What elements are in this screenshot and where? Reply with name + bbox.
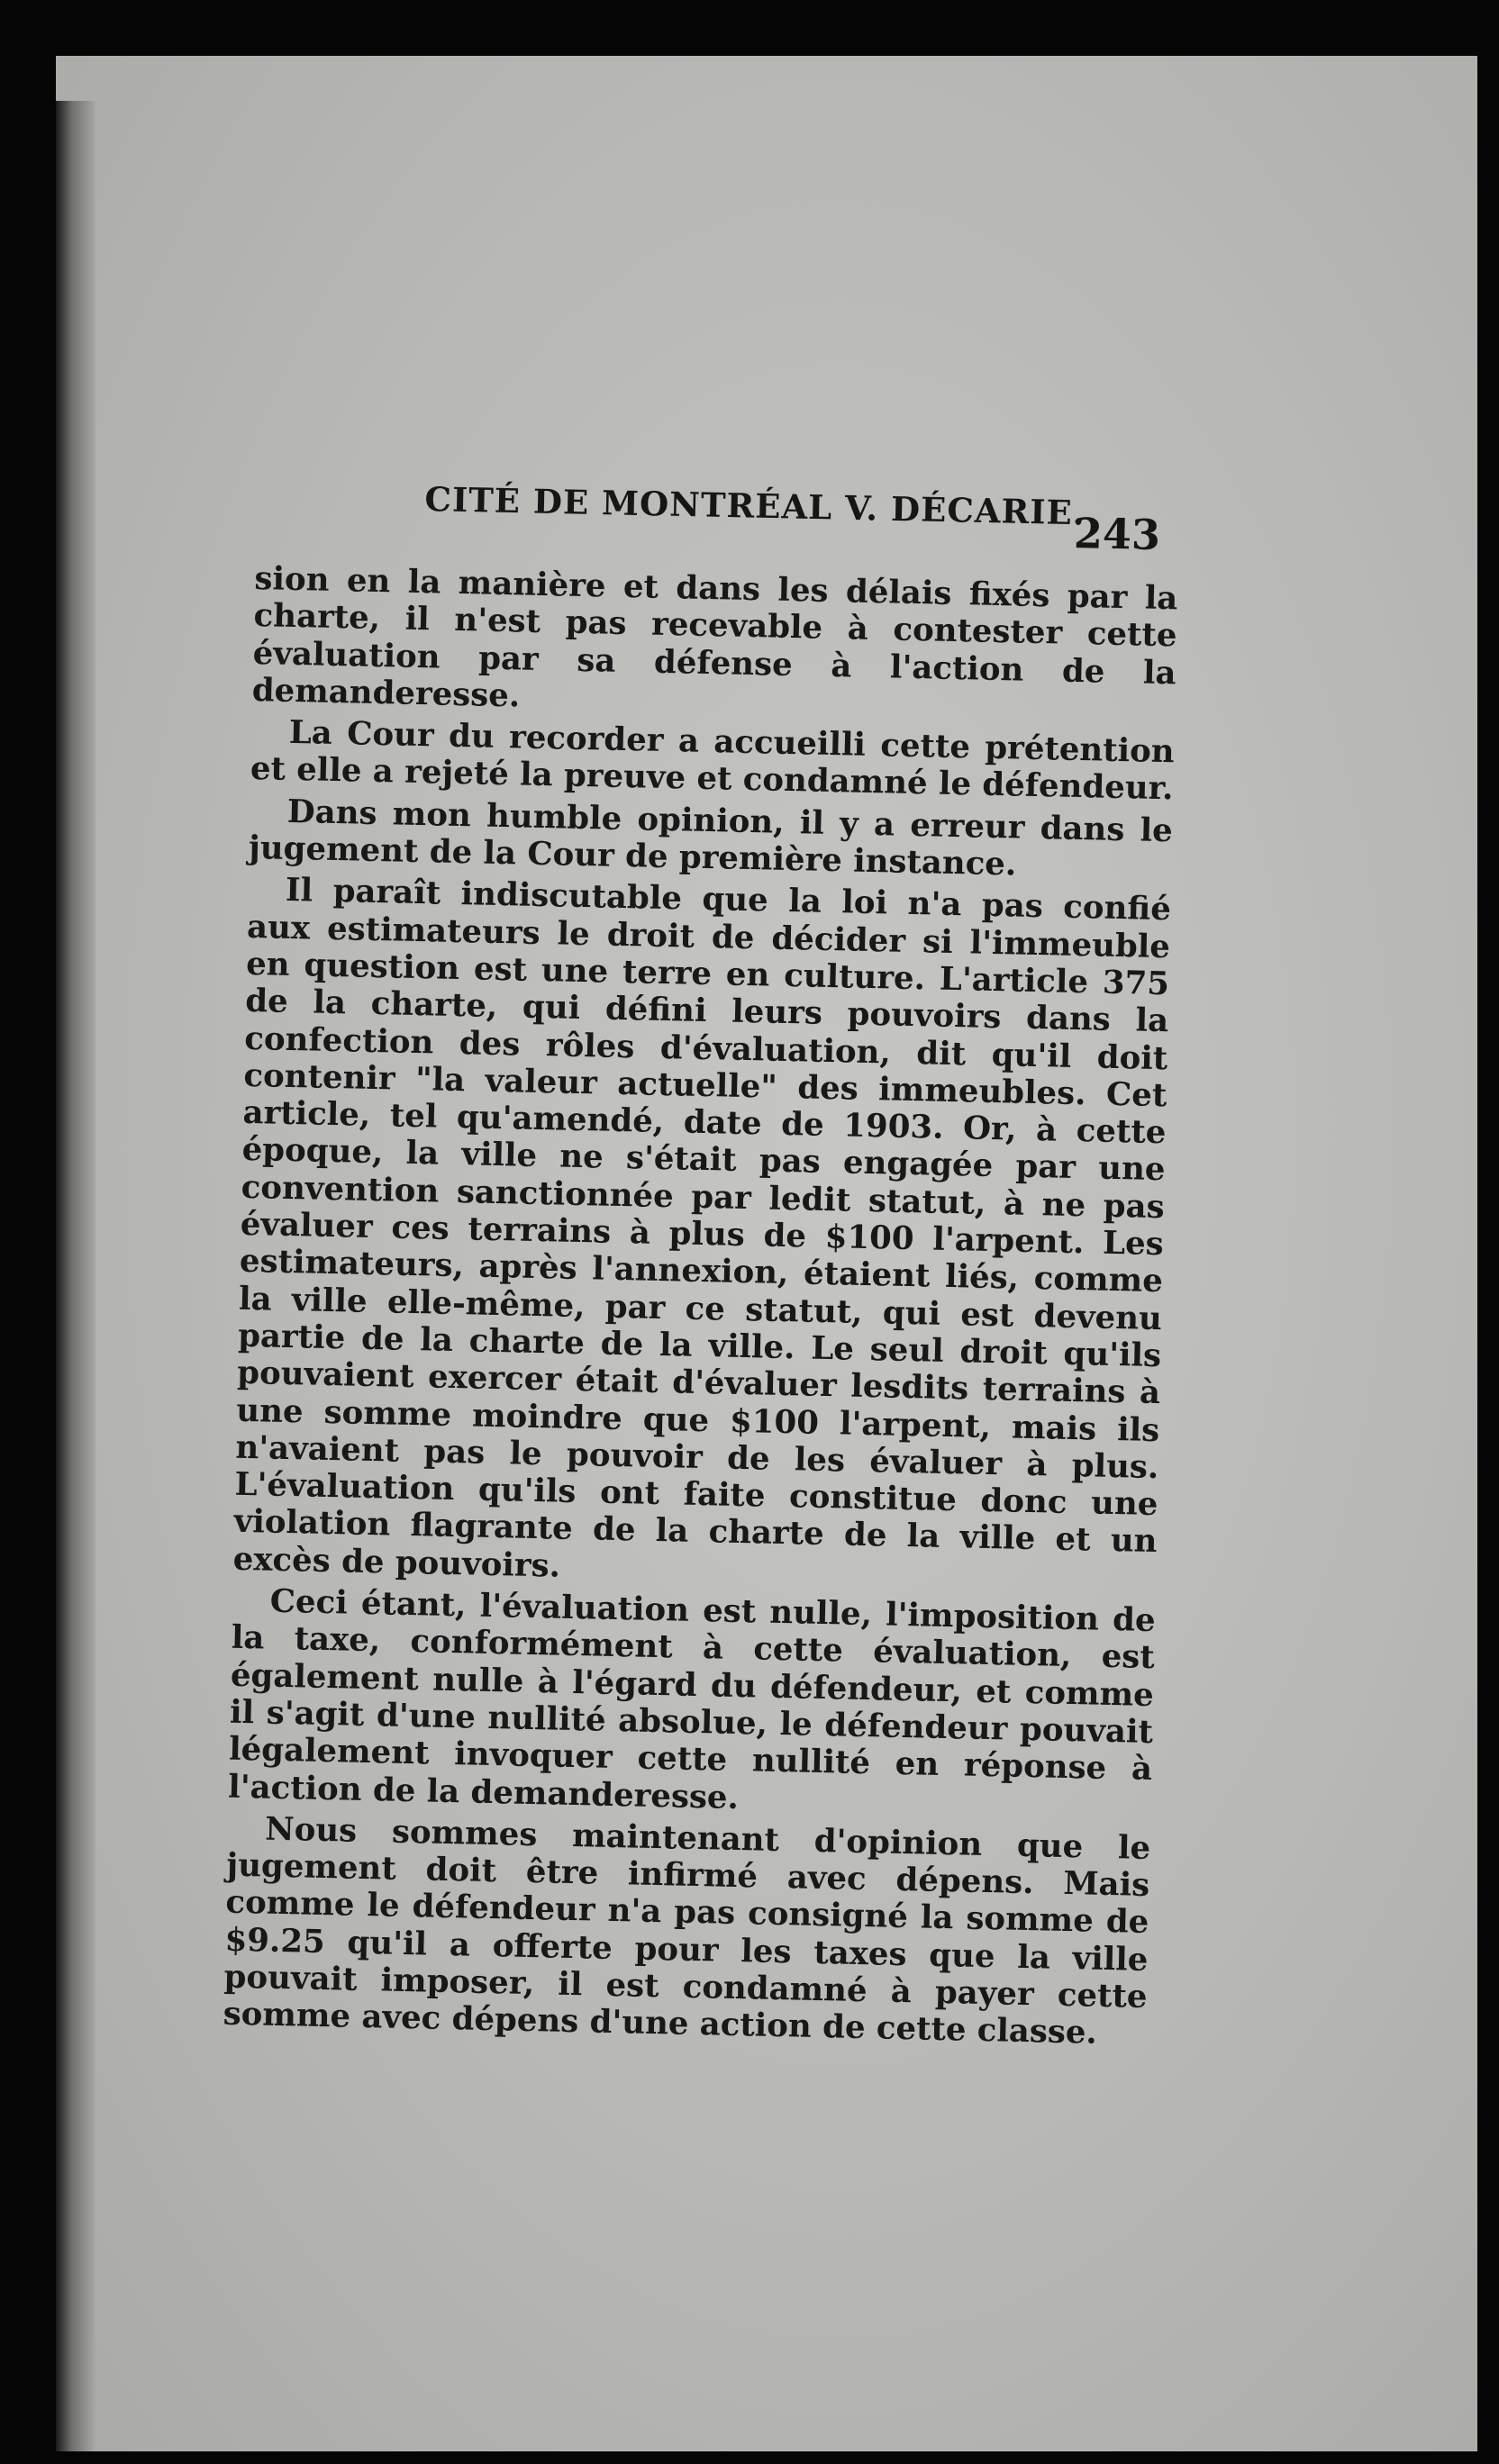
paragraph-4: Il paraît indiscutable que la loi n'a pas confié aux estimateurs le droit de décider si l'immeuble en question est une terre en culture. L'article 375 de la charte, qui défini leurs pouvoirs dans la confection des rôles d'évaluation, dit qu'il doit contenir "la valeur actuelle" des immeubles. Cet article, tel qu'amendé, date de 1903. Or, à cette époque, la ville ne s'était pas engagée par une convention sanctionnée par ledit statut, à ne pas évaluer ces terrains à plus de $100 l'arpent. Les estimateurs, après l'annexion, étaient liés, comme la ville elle-même, par ce statut, qui est devenu partie de la charte de la ville. Le seul droit qu'ils pouvaient exercer était d'évaluer lesdits terrains à une somme moindre que $100 l'arpent, mais ils n'avaient pas le pouvoir de les évaluer à plus. L'évaluation qu'ils ont faite constitue donc une violation flagrante de la charte de la ville et un excès de pouvoirs.: [232, 872, 1172, 1585]
paragraph-5: Ceci étant, l'évaluation est nulle, l'imposition de la taxe, conformément à cette évaluation, est également nulle à l'égard du défendeur, et comme il s'agit d'une nullité absolue, le défendeur pouvait légalement invoquer cette nullité en réponse à l'action de la demanderesse.: [227, 1582, 1156, 1816]
paragraph-3: Dans mon humble opinion, il y a erreur dans le jugement de la Cour de première instance.: [248, 793, 1174, 883]
paragraph-6: Nous sommes maintenant d'opinion que le jugement doit être infirmé avec dépens. Mais comme le défendeur n'a pas consigné la somme de $9.25 qu'il a offerte pour les taxes que la ville pouvait imposer, il est condamné à payer cette somme avec dépens d'une action de cette classe.: [223, 1810, 1151, 2052]
paragraph-1: sion en la manière et dans les délais fixés par la charte, il n'est pas recevable à contester cette évaluation par sa défense à l'action de la demanderesse.: [251, 560, 1178, 715]
body-text: [223, 560, 1178, 2058]
paragraph-2: La Cour du recorder a accueilli cette prétention et elle a rejeté la preuve et condamné le défendeur.: [250, 714, 1176, 808]
running-header: CITÉ DE MONTRÉAL V. DÉCARIE.: [424, 479, 1086, 533]
page-number: 243: [1073, 509, 1161, 559]
page-left-edge: [56, 101, 95, 2451]
scanned-page: [56, 56, 1477, 2451]
